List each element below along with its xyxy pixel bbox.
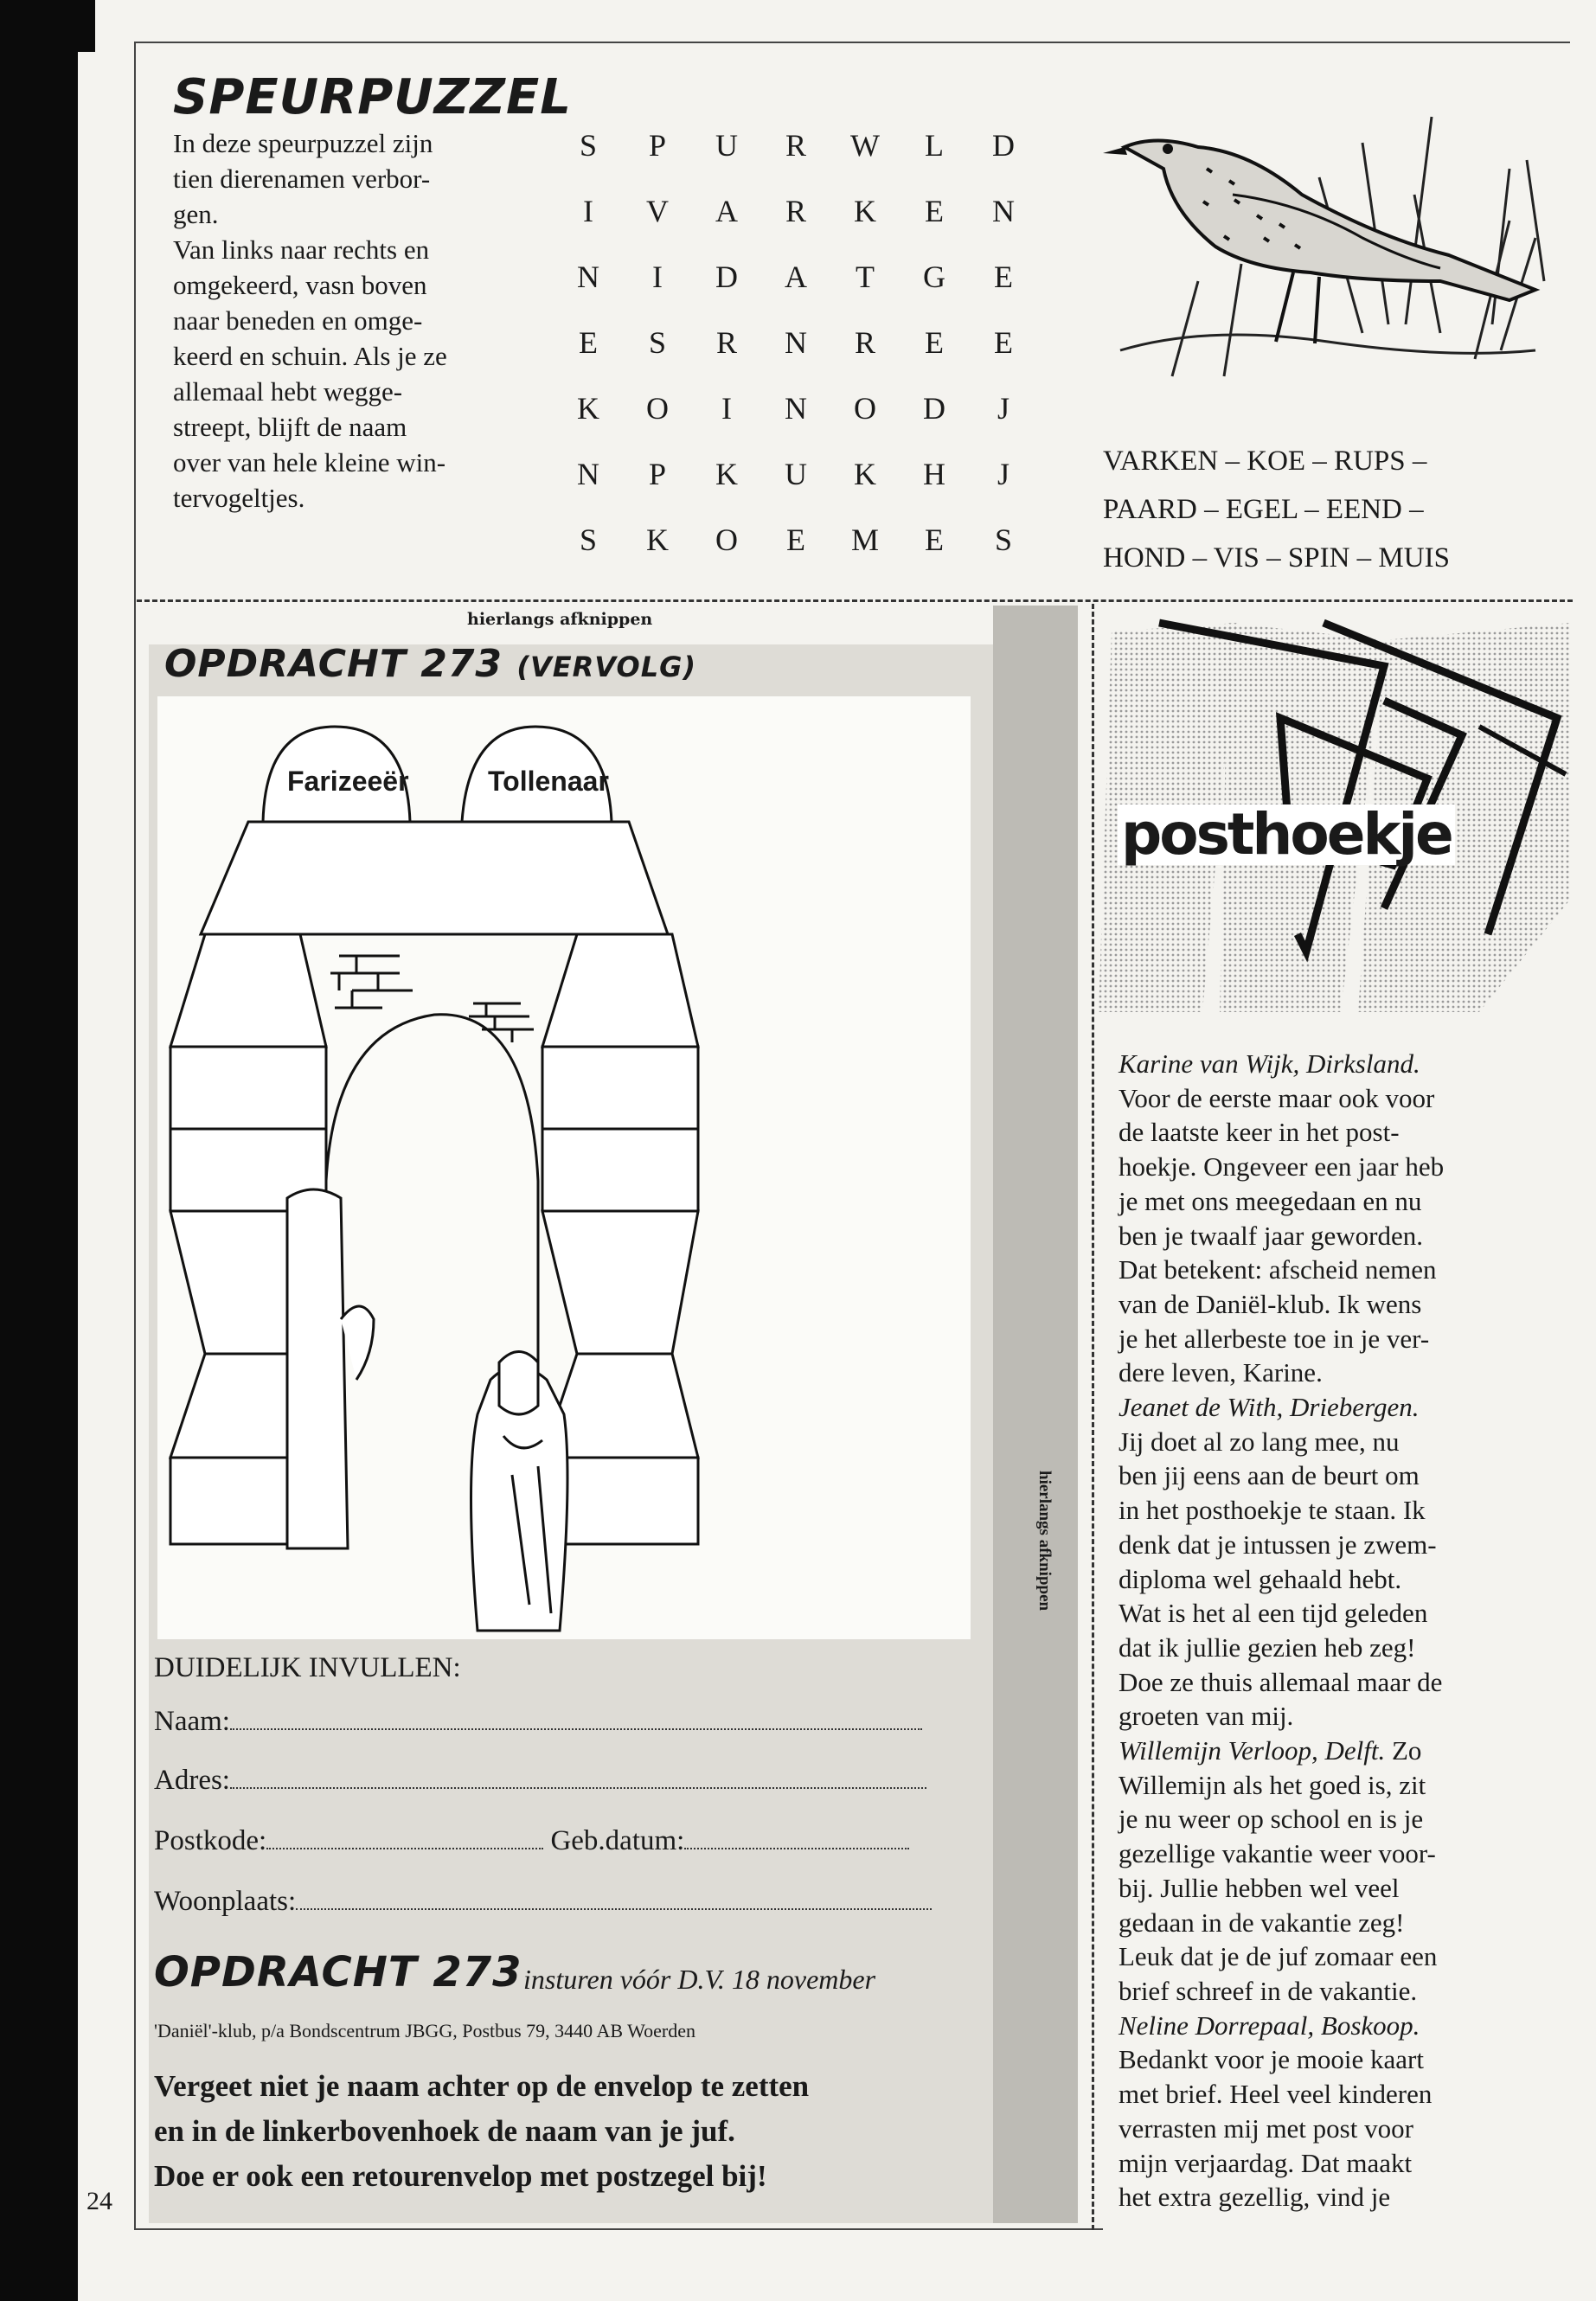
- reminder-line: en in de linkerbovenhoek de naam van je juf.: [154, 2114, 735, 2148]
- post-line: dat ik jullie gezien heb zeg!: [1118, 1631, 1416, 1663]
- puzzle-intro: [173, 125, 536, 516]
- animal-list-line: PAARD – EGEL – EEND –: [1103, 494, 1424, 525]
- grid-letter[interactable]: W: [850, 128, 880, 163]
- page-frame-bottom: [134, 2228, 1103, 2230]
- page-frame-top: [134, 42, 1570, 43]
- grid-letter[interactable]: O: [854, 391, 876, 426]
- city-label: Woonplaats:: [154, 1886, 297, 1917]
- grid-letter[interactable]: E: [925, 325, 944, 360]
- grid-letter[interactable]: S: [648, 325, 667, 360]
- grid-row: [554, 375, 1038, 441]
- grid-letter[interactable]: K: [854, 457, 876, 491]
- posthoekje-title: posthoekje: [1118, 804, 1455, 865]
- grid-letter[interactable]: U: [785, 457, 807, 491]
- grid-letter[interactable]: R: [785, 128, 806, 163]
- puzzle-intro-line: In deze speurpuzzel zijn: [173, 128, 433, 158]
- grid-letter[interactable]: H: [923, 457, 945, 491]
- puzzle-intro-line: gen.: [173, 199, 219, 229]
- post-line: brief schreef in de vakantie.: [1118, 1975, 1418, 2006]
- grid-letter[interactable]: S: [579, 128, 598, 163]
- page-number: 24: [87, 2187, 112, 2215]
- puzzle-intro-line: naar beneden en omge-: [173, 305, 423, 336]
- name-field[interactable]: [154, 1706, 922, 1738]
- grid-letter[interactable]: J: [997, 391, 1010, 426]
- grid-letter[interactable]: N: [992, 194, 1015, 228]
- grid-letter[interactable]: U: [715, 128, 738, 163]
- birthdate-label: Geb.datum:: [550, 1825, 685, 1856]
- postcode-line[interactable]: [266, 1847, 543, 1849]
- post-line: Doe ze thuis allemaal maar de: [1118, 1666, 1443, 1697]
- post-line: Leuk dat je de juf zomaar een: [1118, 1941, 1438, 1972]
- grid-letter[interactable]: I: [652, 260, 663, 294]
- post-line: diploma wel gehaald hebt.: [1118, 1563, 1402, 1594]
- post-line: Karine van Wijk, Dirksland.: [1118, 1048, 1420, 1079]
- postcode-label: Postkode:: [154, 1825, 267, 1856]
- grid-letter[interactable]: K: [577, 391, 599, 426]
- puzzle-intro-line: streept, blijft de naam: [173, 412, 407, 442]
- grid-letter[interactable]: E: [925, 522, 944, 557]
- gate-illustration: [157, 696, 971, 1639]
- post-line: denk dat je intussen je zwem-: [1118, 1529, 1437, 1560]
- birthdate-line[interactable]: [684, 1847, 909, 1849]
- grid-row: [554, 441, 1038, 507]
- post-line-name: Willemijn Verloop, Delft.: [1118, 1735, 1386, 1766]
- grid-letter[interactable]: S: [579, 522, 598, 557]
- cut-label: hierlangs afknippen: [467, 610, 653, 629]
- grid-letter[interactable]: J: [997, 457, 1010, 491]
- post-line: ben jij eens aan de beurt om: [1118, 1460, 1420, 1491]
- post-line: hoekje. Ongeveer een jaar heb: [1118, 1151, 1445, 1183]
- grid-letter[interactable]: K: [646, 522, 669, 557]
- postcode-field[interactable]: [154, 1825, 909, 1857]
- page-frame-left: [134, 42, 136, 2230]
- grid-letter[interactable]: E: [579, 325, 598, 360]
- post-line: met brief. Heel veel kinderen: [1118, 2079, 1433, 2110]
- address-label: Adres:: [154, 1765, 230, 1796]
- gate-drawing: [157, 696, 971, 1639]
- grid-letter[interactable]: D: [923, 391, 945, 426]
- grid-letter[interactable]: R: [854, 325, 875, 360]
- scan-edge-top: [78, 0, 95, 52]
- grid-letter[interactable]: K: [715, 457, 738, 491]
- post-line-text: Zo: [1385, 1735, 1422, 1766]
- grid-letter[interactable]: E: [786, 522, 805, 557]
- puzzle-intro-line: Van links naar rechts en: [173, 234, 430, 265]
- grid-row: [554, 178, 1038, 244]
- grid-letter[interactable]: M: [850, 522, 879, 557]
- post-line: in het posthoekje te staan. Ik: [1118, 1495, 1426, 1526]
- grid-letter[interactable]: V: [646, 194, 669, 228]
- city-line[interactable]: [296, 1907, 932, 1910]
- puzzle-intro-line: omgekeerd, vasn boven: [173, 270, 427, 300]
- post-line: Willemijn als het goed is, zit: [1118, 1769, 1426, 1800]
- send-address: 'Daniël'-klub, p/a Bondscentrum JBGG, Postbus 79, 3440 AB Woerden: [154, 2020, 695, 2041]
- post-line: je met ons meegedaan en nu: [1118, 1185, 1422, 1216]
- grid-letter[interactable]: A: [715, 194, 738, 228]
- post-line: gezellige vakantie weer voor-: [1118, 1838, 1436, 1869]
- post-line: Wat is het al een tijd geleden: [1118, 1598, 1428, 1629]
- post-line: ben je twaalf jaar geworden.: [1118, 1220, 1424, 1251]
- reminder-text: [154, 2064, 967, 2199]
- puzzle-title: SPEURPUZZEL: [173, 69, 572, 125]
- grid-letter[interactable]: N: [785, 325, 807, 360]
- cut-label-vertical: hierlangs afknippen: [1035, 1471, 1054, 1612]
- grid-letter[interactable]: R: [785, 194, 806, 228]
- puzzle-intro-line: tien dierenamen verbor-: [173, 163, 431, 194]
- grid-letter[interactable]: P: [648, 128, 667, 163]
- grid-letter[interactable]: N: [785, 391, 807, 426]
- grid-letter[interactable]: K: [854, 194, 876, 228]
- reminder-line: Doe er ook een retourenvelop met postzegel bij!: [154, 2159, 767, 2193]
- post-line: van de Daniël-klub. Ik wens: [1118, 1288, 1422, 1319]
- grid-letter[interactable]: D: [992, 128, 1015, 163]
- name-label: Naam:: [154, 1706, 230, 1737]
- grid-letter[interactable]: N: [577, 260, 599, 294]
- puzzle-intro-line: tervogeltjes.: [173, 483, 305, 513]
- assignment-title: [164, 642, 696, 686]
- post-line: het extra gezellig, vind je: [1118, 2182, 1391, 2213]
- cut-line-horizontal: [137, 599, 1573, 602]
- grid-letter[interactable]: S: [994, 522, 1013, 557]
- grid-letter[interactable]: N: [577, 457, 599, 491]
- grid-letter[interactable]: I: [721, 391, 732, 426]
- arch-label-farizeeer: Farizeeër: [287, 766, 409, 797]
- post-line: dere leven, Karine.: [1118, 1357, 1323, 1388]
- grid-letter[interactable]: L: [925, 128, 944, 163]
- post-line: Neline Dorrepaal, Boskoop.: [1118, 2009, 1420, 2041]
- grid-letter[interactable]: O: [646, 391, 669, 426]
- post-line: de laatste keer in het post-: [1118, 1117, 1400, 1148]
- post-line: je nu weer op school en is je: [1118, 1804, 1424, 1835]
- grid-letter[interactable]: E: [994, 325, 1013, 360]
- send-deadline: insturen vóór D.V. 18 november: [523, 1964, 876, 1995]
- address-line[interactable]: [230, 1786, 926, 1789]
- grid-letter[interactable]: T: [856, 260, 875, 294]
- grid-letter[interactable]: G: [923, 260, 945, 294]
- grid-row: [554, 310, 1038, 375]
- grid-letter[interactable]: A: [785, 260, 807, 294]
- send-title: OPDRACHT 273: [154, 1948, 522, 1997]
- posthoekje-letters: [1118, 1047, 1564, 2214]
- reminder-line: Vergeet niet je naam achter op de envelop te zetten: [154, 2069, 810, 2103]
- post-line: Dat betekent: afscheid nemen: [1118, 1254, 1437, 1285]
- grid-row: [554, 244, 1038, 310]
- form-heading: DUIDELIJK INVULLEN:: [154, 1652, 461, 1683]
- post-line: Jij doet al zo lang mee, nu: [1118, 1426, 1400, 1457]
- post-line: [1118, 1734, 1564, 1768]
- post-line: groeten van mij.: [1118, 1701, 1294, 1732]
- name-line[interactable]: [230, 1727, 922, 1730]
- word-search-grid[interactable]: [554, 112, 1038, 573]
- post-line: verrasten mij met post voor: [1118, 2112, 1413, 2144]
- grid-letter[interactable]: D: [715, 260, 738, 294]
- post-line: je het allerbeste toe in je ver-: [1118, 1323, 1430, 1354]
- puzzle-intro-line: keerd en schuin. Als je ze: [173, 341, 447, 371]
- scan-edge: [0, 0, 78, 2301]
- cut-strip: [993, 606, 1078, 2223]
- bird-illustration: [1103, 65, 1553, 420]
- address-field[interactable]: [154, 1765, 926, 1797]
- post-line: bij. Jullie hebben wel veel: [1118, 1872, 1400, 1903]
- grid-letter[interactable]: O: [715, 522, 738, 557]
- grid-letter[interactable]: E: [994, 260, 1013, 294]
- animal-word-list: [1103, 437, 1570, 582]
- arch-label-tollenaar: Tollenaar: [488, 766, 609, 797]
- grid-letter[interactable]: P: [648, 457, 667, 491]
- city-field[interactable]: [154, 1886, 932, 1918]
- puzzle-intro-line: allemaal hebt wegge-: [173, 376, 403, 407]
- grid-letter[interactable]: E: [925, 194, 944, 228]
- post-line: Voor de eerste maar ook voor: [1118, 1082, 1435, 1113]
- post-line: Jeanet de With, Driebergen.: [1118, 1392, 1420, 1423]
- grid-row: [554, 112, 1038, 178]
- grid-letter[interactable]: I: [583, 194, 593, 228]
- post-line: mijn verjaardag. Dat maakt: [1118, 2147, 1413, 2178]
- assignment-title-main: OPDRACHT 273: [164, 642, 503, 686]
- grid-letter[interactable]: R: [715, 325, 737, 360]
- post-line: gedaan in de vakantie zeg!: [1118, 1907, 1405, 1938]
- animal-list-line: HOND – VIS – SPIN – MUIS: [1103, 542, 1450, 574]
- animal-list-line: VARKEN – KOE – RUPS –: [1103, 445, 1427, 477]
- grid-row: [554, 507, 1038, 573]
- puzzle-intro-line: over van hele kleine win-: [173, 447, 446, 478]
- post-line: Bedankt voor je mooie kaart: [1118, 2044, 1424, 2075]
- assignment-title-suffix: (VERVOLG): [516, 651, 696, 683]
- cut-line-vertical: [1092, 604, 1094, 2230]
